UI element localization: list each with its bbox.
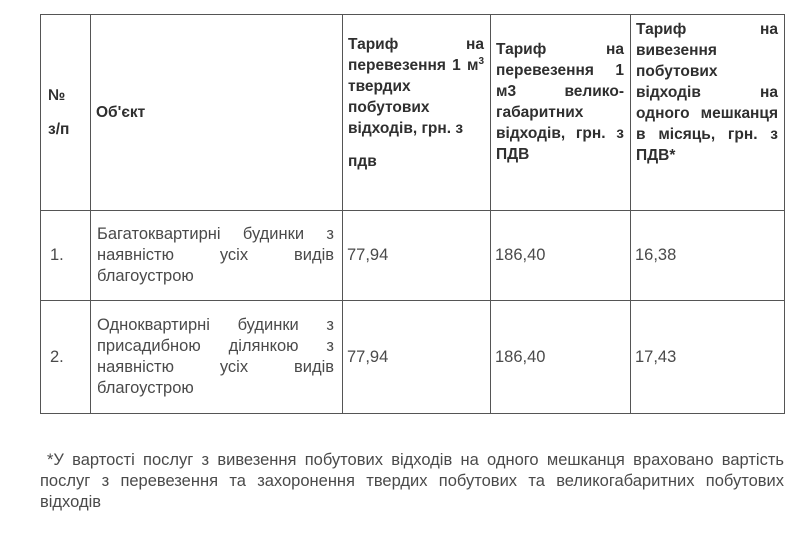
row-object: Одноквартирні будинки з присадибною ділянкою з наявністю усіх видів благоустрою	[91, 301, 343, 414]
row-object: Багатоквартирні будинки з наявністю усіх видів благоустрою	[91, 211, 343, 301]
header-tariff-solid-sup: 3	[478, 55, 484, 67]
row-solid-tariff: 77,94	[343, 211, 491, 301]
row-num: 1.	[41, 211, 91, 301]
row-resident-tariff: 17,43	[631, 301, 785, 414]
header-tariff-solid-pdv: пдв	[348, 153, 377, 170]
header-tariff-bulky: Тариф на перевезення 1 м3 велико-габаритних відходів, грн. з ПДВ	[491, 15, 631, 211]
footnote: *У вартості послуг з вивезення побутових відходів на одного мешканця враховано вартість послуг з перевезення та захоронення твердих побутових та великогабаритних побутових відходів	[40, 451, 784, 511]
header-num	[41, 15, 91, 211]
row-bulky-tariff: 186,40	[491, 301, 631, 414]
row-num: 2.	[41, 301, 91, 414]
header-num-line1: №	[48, 86, 66, 104]
row-resident-tariff: 16,38	[631, 211, 785, 301]
row-solid-tariff: 77,94	[343, 301, 491, 414]
header-object: Об'єкт	[91, 15, 343, 211]
header-tariff-solid-text: Тариф на перевезення 1 м	[348, 36, 484, 74]
header-tariff-solid	[343, 15, 491, 211]
row-bulky-tariff: 186,40	[491, 211, 631, 301]
header-tariff-solid-rest: твердих побутових відходів, грн. з	[348, 78, 464, 137]
table-row	[41, 211, 785, 301]
table-row	[41, 301, 785, 414]
tariff-table	[40, 14, 785, 414]
header-num-line2: з/п	[48, 120, 70, 138]
header-tariff-resident: Тариф на вивезення побутових відходів на одного мешканця в місяць, грн. з ПДВ*	[631, 15, 785, 211]
header-row	[41, 15, 785, 211]
